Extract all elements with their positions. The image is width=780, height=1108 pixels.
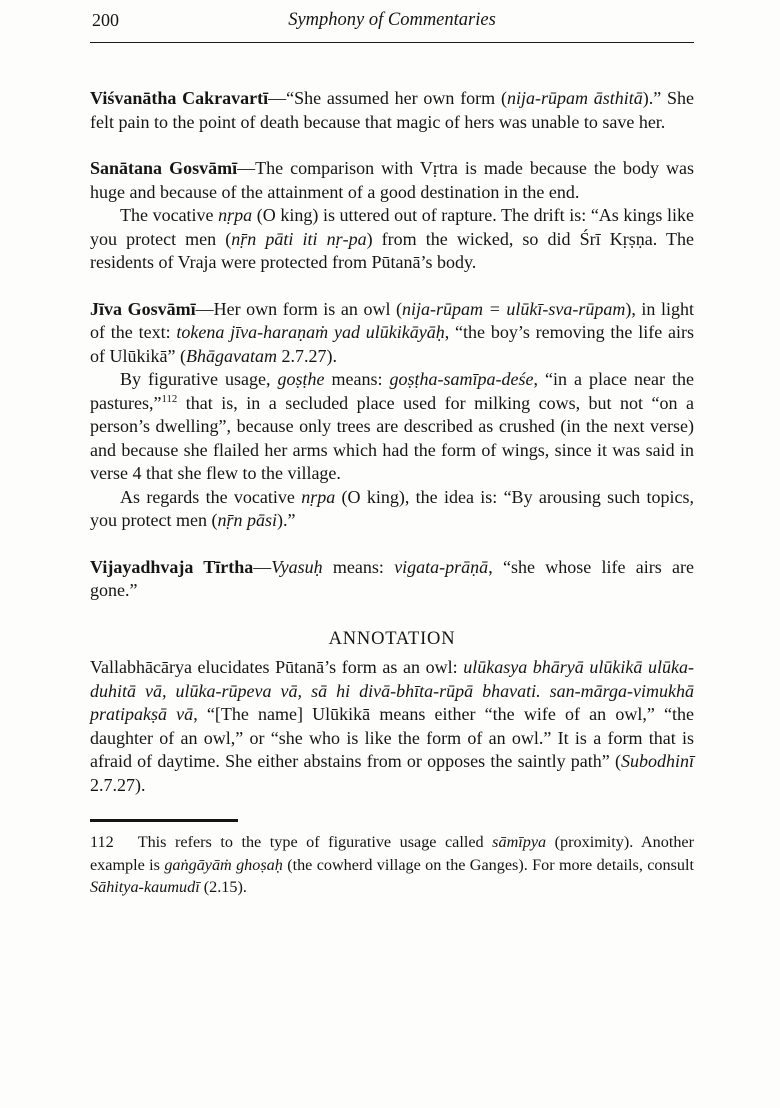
footnote-112 bbox=[90, 831, 694, 899]
text-segment: nṛpa bbox=[301, 486, 336, 507]
text-segment: Vijayadhvaja Tīrtha bbox=[90, 556, 254, 577]
text-segment: — bbox=[253, 556, 272, 577]
text-segment: By figurative usage, bbox=[120, 369, 278, 389]
text-segment: —The comparison with Vṛtra is made because the body was huge and because of the attainment of a good destination in the end. bbox=[90, 158, 694, 202]
text-segment: nṛpa bbox=[218, 205, 253, 225]
text-segment: 2.7.27). bbox=[90, 774, 146, 795]
text-segment: ).” bbox=[276, 510, 296, 530]
text-segment: ANNOTATION bbox=[328, 628, 456, 649]
footnote-number: 112 bbox=[90, 833, 114, 851]
text-segment: Vyasuḥ bbox=[271, 556, 323, 577]
text-segment: goṣṭhe bbox=[277, 369, 325, 389]
text-segment: ulūkasya bhāryā ulūkikā ulūka-duhitā vā, ulūka-rūpeva vā, sā hi divā-bhīta-rūpā bhavati. san-mārga-vimukhā pratipakṣā vā bbox=[90, 657, 694, 724]
footnote-body bbox=[90, 831, 694, 899]
commentary-jiva bbox=[90, 298, 694, 369]
text-segment: nija-rūpam = ulūkī-sva-rūpam bbox=[402, 298, 626, 319]
text-segment: (proximity). Another example is bbox=[90, 833, 695, 874]
text-segment: Vallabhācārya elucidates Pūtanā’s form as an owl: bbox=[90, 657, 464, 677]
text-segment: , “she whose life airs are gone.” bbox=[90, 556, 694, 600]
text-segment: vigata-prāṇā bbox=[394, 556, 489, 577]
text-segment: Sanātana Gosvāmī bbox=[90, 158, 238, 178]
text-segment: nṝn pāsi bbox=[217, 510, 277, 530]
text-segment: means: bbox=[322, 556, 395, 577]
text-segment: tokena jīva-haraṇaṁ yad ulūkikāyāḥ bbox=[176, 322, 445, 342]
text-segment: sāmīpya bbox=[492, 833, 547, 851]
page-body bbox=[90, 87, 694, 797]
annotation-paragraph bbox=[90, 656, 694, 797]
commentary-jiva-continued-1 bbox=[90, 368, 694, 486]
annotation-heading bbox=[90, 628, 694, 652]
text-segment: , “the boy’s removing the life airs of Ulūkikā” ( bbox=[90, 322, 694, 366]
text-segment: —“She assumed her own form ( bbox=[268, 88, 507, 108]
commentary-visvanatha bbox=[90, 87, 694, 134]
commentary-sanatana-continued bbox=[90, 204, 694, 275]
text-segment: , “in a place near the pastures,” bbox=[90, 369, 694, 413]
text-segment: gaṅgāyāṁ ghoṣaḥ bbox=[164, 855, 283, 874]
text-segment: nija-rūpam āsthitā bbox=[506, 88, 643, 108]
text-segment: (the cowherd village on the Ganges). For more details, consult bbox=[282, 855, 694, 874]
text-segment: , “[The name] Ulūkikā means either “the wife of an owl,” “the daughter of an owl,” or “she who is like the form of an owl.” It is a form that is afraid of daytime. She either abstains from or opposes the saintly path” ( bbox=[90, 704, 694, 771]
commentary-jiva-continued-2 bbox=[90, 486, 694, 533]
text-segment: (O king), the idea is: “By arousing such topics, you protect men ( bbox=[90, 486, 694, 530]
text-segment: Sāhitya-kaumudī bbox=[90, 878, 200, 896]
footnote-reference: 112 bbox=[161, 392, 178, 405]
text-segment: that is, in a secluded place used for milking cows, but not “on a person’s dwelling”, because only trees are described as crushed (in the next verse) and because she flailed her arms which had the form of wings, since it was said in verse 4 that she flew to the village. bbox=[90, 392, 694, 483]
text-segment: 2.7.27). bbox=[276, 345, 337, 366]
text-segment: The vocative bbox=[120, 205, 219, 225]
text-segment: Bhāgavatam bbox=[185, 345, 277, 366]
text-segment: goṣṭha-samīpa-deśe bbox=[389, 369, 534, 389]
text-segment: —Her own form is an owl ( bbox=[195, 298, 403, 319]
text-segment: Viśvanātha Cakravartī bbox=[90, 88, 269, 108]
text-segment: means: bbox=[324, 369, 390, 389]
text-segment: Jīva Gosvāmī bbox=[90, 298, 196, 319]
text-segment: (2.15). bbox=[199, 878, 247, 896]
text-segment: ).” She felt pain to the point of death because that magic of hers was unable to save her. bbox=[90, 88, 695, 132]
commentary-vijayadhvaja bbox=[90, 556, 694, 603]
text-segment: Subodhinī bbox=[620, 751, 694, 771]
page-header bbox=[90, 10, 694, 36]
text-segment: (O king) is uttered out of rapture. The drift is: “As kings like you protect men ( bbox=[90, 205, 694, 249]
text-segment: ), in light of the text: bbox=[90, 298, 695, 342]
text-segment: nṝn pāti iti nṛ-pa bbox=[231, 228, 367, 249]
text-segment: As regards the vocative bbox=[120, 486, 302, 507]
commentary-sanatana bbox=[90, 157, 694, 204]
running-title: Symphony of Commentaries bbox=[288, 10, 496, 30]
page-number: 200 bbox=[92, 10, 119, 30]
footnote-separator bbox=[90, 819, 238, 822]
header-rule bbox=[90, 42, 694, 43]
text-segment: This refers to the type of figurative usage called bbox=[137, 833, 493, 851]
text-segment: ) from the wicked, so did Śrī Kṛṣṇa. The residents of Vraja were protected from Pūtanā’s body. bbox=[90, 228, 694, 272]
footnote-area bbox=[90, 819, 694, 899]
